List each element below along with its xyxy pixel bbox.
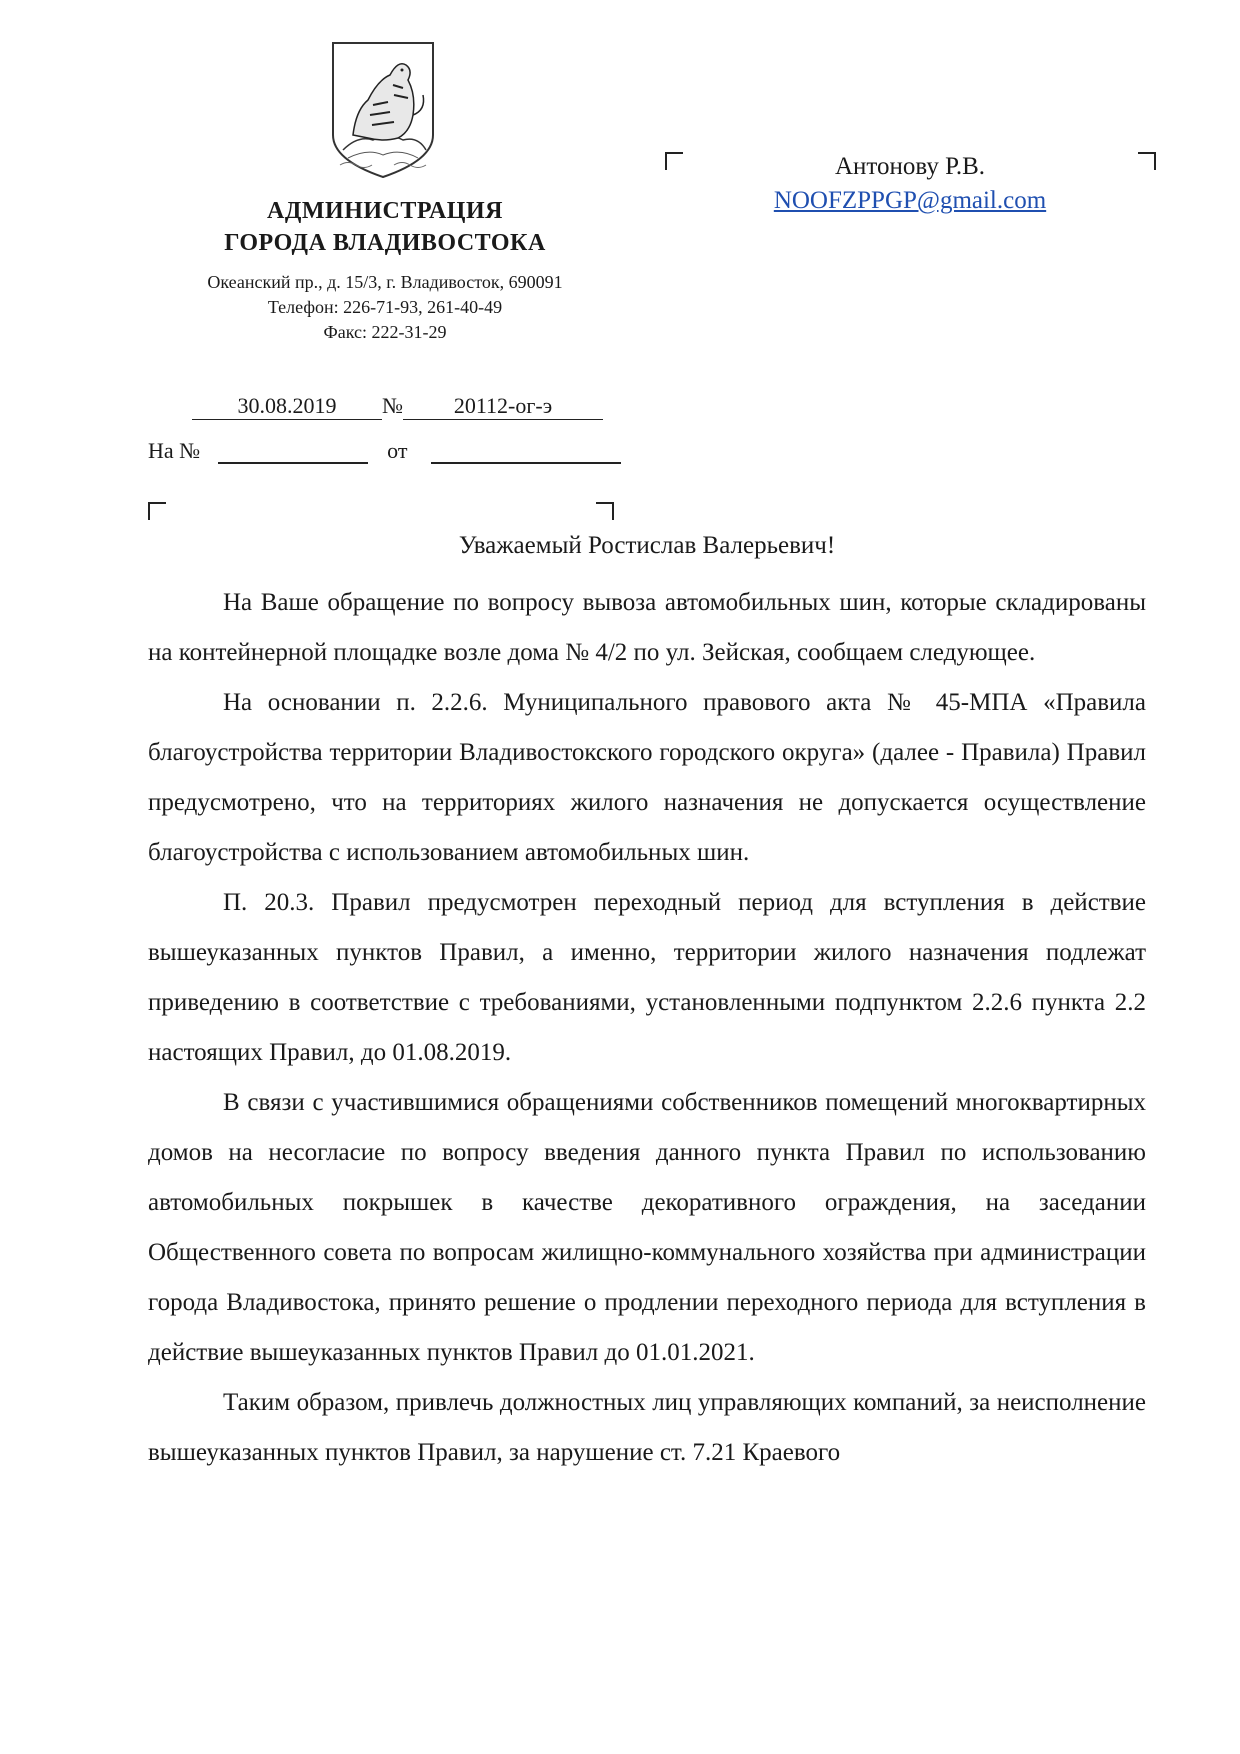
paragraph-3: П. 20.3. Правил предусмотрен переходный период для вступления в действие вышеуказанных пунктов Правил, а именно, территории жилого назначения подлежат приведению в соответствие с требованиями, установленными подпунктом 2.2.6 пункта 2.2 настоящих Правил, до 01.08.2019. (148, 889, 1146, 1066)
recipient-corner-mark-left (665, 152, 683, 170)
organization-name (160, 195, 610, 259)
recipient-email-link[interactable]: NOOFZPPGP@gmail.com (773, 187, 1047, 214)
paragraph-5: Таким образом, привлечь должностных лиц управляющих компаний, за неисполнение вышеуказанных пунктов Правил, за нарушение ст. 7.21 Краевого (148, 1389, 1146, 1466)
fax: Факс: 222-31-29 (323, 322, 447, 342)
paragraph-2: На основании п. 2.2.6. Муниципального правового акта № 45-МПА «Правила благоустройства территории Владивостокского городского округа» (далее - Правила) Правил предусмотрено, что на территориях жилого назначения не допускается осуществление благоустройства с использованием автомобильных шин. (148, 689, 1146, 866)
vladivostok-coat-of-arms (328, 40, 438, 180)
recipient-corner-mark-right (1138, 152, 1156, 170)
registration-date: 30.08.2019 (192, 393, 382, 420)
subject-corner-mark-right (596, 502, 614, 520)
recipient-name: Антонову Р.В. (834, 153, 986, 180)
org-name-line-1: АДМИНИСТРАЦИЯ (267, 198, 503, 224)
paragraph-4: В связи с участившимися обращениями собственников помещений многоквартирных домов на несогласие по вопросу введения данного пункта Правил по использованию автомобильных покрышек в качестве декоративного ограждения, на заседании Общественного совета по вопросам жилищно-коммунального хозяйства при администрации города Владивостока, принято решение о продлении переходного периода для вступления в действие вышеуказанных пунктов Правил до 01.01.2021. (148, 1089, 1146, 1366)
paragraph-1: На Ваше обращение по вопросу вывоза автомобильных шин, которые складированы на контейнерной площадке возле дома № 4/2 по ул. Зейская, сообщаем следующее. (148, 589, 1146, 666)
letter-body (148, 578, 1146, 1478)
organization-contacts (160, 270, 610, 345)
org-name-line-2: ГОРОДА ВЛАДИВОСТОКА (224, 230, 546, 256)
reply-number-label: На № (148, 438, 201, 463)
reply-date-blank (431, 440, 621, 464)
number-sign: № (382, 393, 403, 418)
subject-corner-mark-left (148, 502, 166, 520)
phone: Телефон: 226-71-93, 261-40-49 (267, 297, 503, 317)
recipient-block (720, 150, 1100, 218)
registration-line (192, 393, 603, 420)
reply-from-label: от (387, 438, 408, 463)
registration-number: 20112-ог-э (403, 393, 603, 420)
reply-reference-line (148, 438, 621, 464)
reply-number-blank (218, 440, 368, 464)
address: Океанский пр., д. 15/3, г. Владивосток, 690091 (207, 272, 563, 292)
salutation: Уважаемый Ростислав Валерьевич! (458, 532, 836, 559)
